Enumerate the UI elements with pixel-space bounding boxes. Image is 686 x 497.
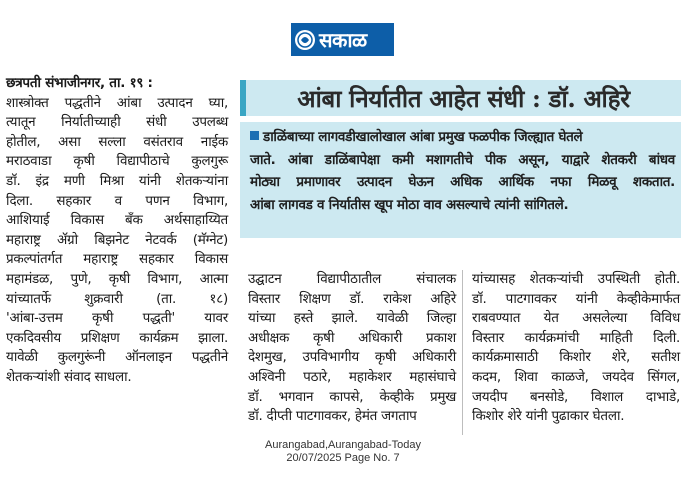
summary-line: मोठ्या प्रमाणावर उत्पादन घेऊन अधिक आर्थिक नफा मिळवू शकतात. — [250, 174, 675, 190]
article-column-1 — [6, 74, 228, 388]
text-line: डॉ. इंद्र मणी मिश्रा यांनी शेतकऱ्यांना — [6, 172, 228, 189]
article-column-2 — [248, 270, 456, 427]
column-1-body — [6, 94, 228, 388]
square-bullet-icon — [250, 131, 259, 140]
date-page-label: 20/07/2025 Page No. 7 — [286, 451, 400, 464]
text-line: यांच्या हस्ते झाले. यावेळी जिल्हा — [248, 310, 456, 327]
text-line: राबवण्यात येत असलेल्या विविध — [472, 310, 680, 327]
newspaper-masthead — [291, 23, 394, 56]
text-line: त्यातून निर्यातीच्याही संधी उपलब्ध — [6, 114, 228, 131]
sakal-emblem-icon — [295, 30, 315, 50]
text-line: महामंडळ, पुणे, कृषी विभाग, आत्मा — [6, 270, 228, 287]
text-line: शेतकऱ्यांशी संवाद साधला. — [6, 368, 132, 385]
text-line: यांच्यासह शेतकऱ्यांची उपस्थिती होती. — [472, 271, 680, 287]
column-2-body — [248, 270, 456, 427]
column-3-body — [472, 270, 680, 427]
text-line: यांच्यातर्फे शुक्रवारी (ता. १८) — [6, 290, 228, 307]
summary-line: जाते. आंबा डाळिंबापेक्षा कमी मशागतीचे पीक असून, याद्वारे शेतकरी बांधव — [250, 151, 675, 168]
text-line: कार्यक्रमासाठी किशोर शेरे, सतीश — [472, 349, 680, 366]
summary-line: डाळिंबाच्या लागवडीखालोखाल आंबा प्रमुख फळपीक जिल्ह्यात घेतले — [263, 129, 583, 145]
text-line: कदम, शिवा काळजे, जयदेव सिंगल, — [472, 368, 680, 385]
article-column-3 — [472, 270, 680, 427]
text-line: दिला. सहकार व पणन विभाग, — [6, 192, 228, 209]
text-line: उद्घाटन विद्यापीठातील संचालक — [248, 271, 456, 287]
dateline: छत्रपती संभाजीनगर, ता. १९ : — [6, 75, 153, 91]
text-line: अश्विनी पठारे, महाकेशर महासंघाचे — [248, 368, 456, 385]
page-footer — [0, 439, 686, 464]
summary-text — [250, 126, 675, 216]
text-line: जयदीप बनसोडे, विशाल दाभाडे, — [472, 388, 680, 405]
text-line: महाराष्ट्र ॲग्रो बिझनेट नेटवर्क (मॅग्नेट) — [6, 231, 228, 248]
text-line: प्रकल्पांतर्गत महाराष्ट्र सहकार विकास — [6, 251, 228, 268]
text-line: विस्तार शिक्षण डॉ. राकेश अहिरे — [248, 290, 456, 307]
text-line: 'आंबा-उत्तम कृषी पद्धती' यावर — [6, 310, 228, 327]
text-line: यावेळी कुलगुरूंनी ऑनलाइन पद्धतीने — [6, 349, 228, 366]
headline: आंबा निर्यातीत आहेत संधी : डॉ. अहिरे — [297, 83, 630, 113]
text-line: डॉ. भगवान कापसे, केव्हीके प्रमुख — [248, 388, 456, 405]
text-line: देशमुख, उपविभागीय कृषी अधिकारी — [248, 349, 456, 366]
summary-box — [240, 122, 681, 238]
text-line: किशोर शेरे यांनी पुढाकार घेतला. — [472, 408, 625, 425]
text-line: होतील, असा सल्ला वसंतराव नाईक — [6, 133, 228, 150]
text-line: शास्त्रोक्त पद्धतीने आंबा उत्पादन घ्या, — [6, 94, 228, 111]
text-line: एकदिवसीय प्रशिक्षण कार्यक्रम झाला. — [6, 329, 228, 346]
column-divider — [462, 270, 463, 435]
text-line: मराठवाडा कृषी विद्यापीठाचे कुलगुरू — [6, 153, 228, 170]
text-line: अधीक्षक कृषी अधिकारी प्रकाश — [248, 329, 456, 346]
text-line: डॉ. पाटगावकर यांनी केव्हीकेमार्फत — [472, 290, 680, 307]
masthead-name: सकाळ — [319, 27, 367, 52]
text-line: आशियाई विकास बँक अर्थसाहाय्यित — [6, 212, 228, 229]
text-line: डॉ. दीप्ती पाटगावकर, हेमंत जगताप — [248, 408, 417, 425]
summary-line: आंबा लागवड व निर्यातीस खूप मोठा वाव असल्याचे त्यांनी सांगितले. — [250, 196, 569, 213]
text-line: विस्तार कार्यक्रमांची माहिती दिली. — [472, 329, 680, 346]
edition-label: Aurangabad,Aurangabad-Today — [265, 439, 421, 451]
headline-banner — [240, 80, 681, 116]
